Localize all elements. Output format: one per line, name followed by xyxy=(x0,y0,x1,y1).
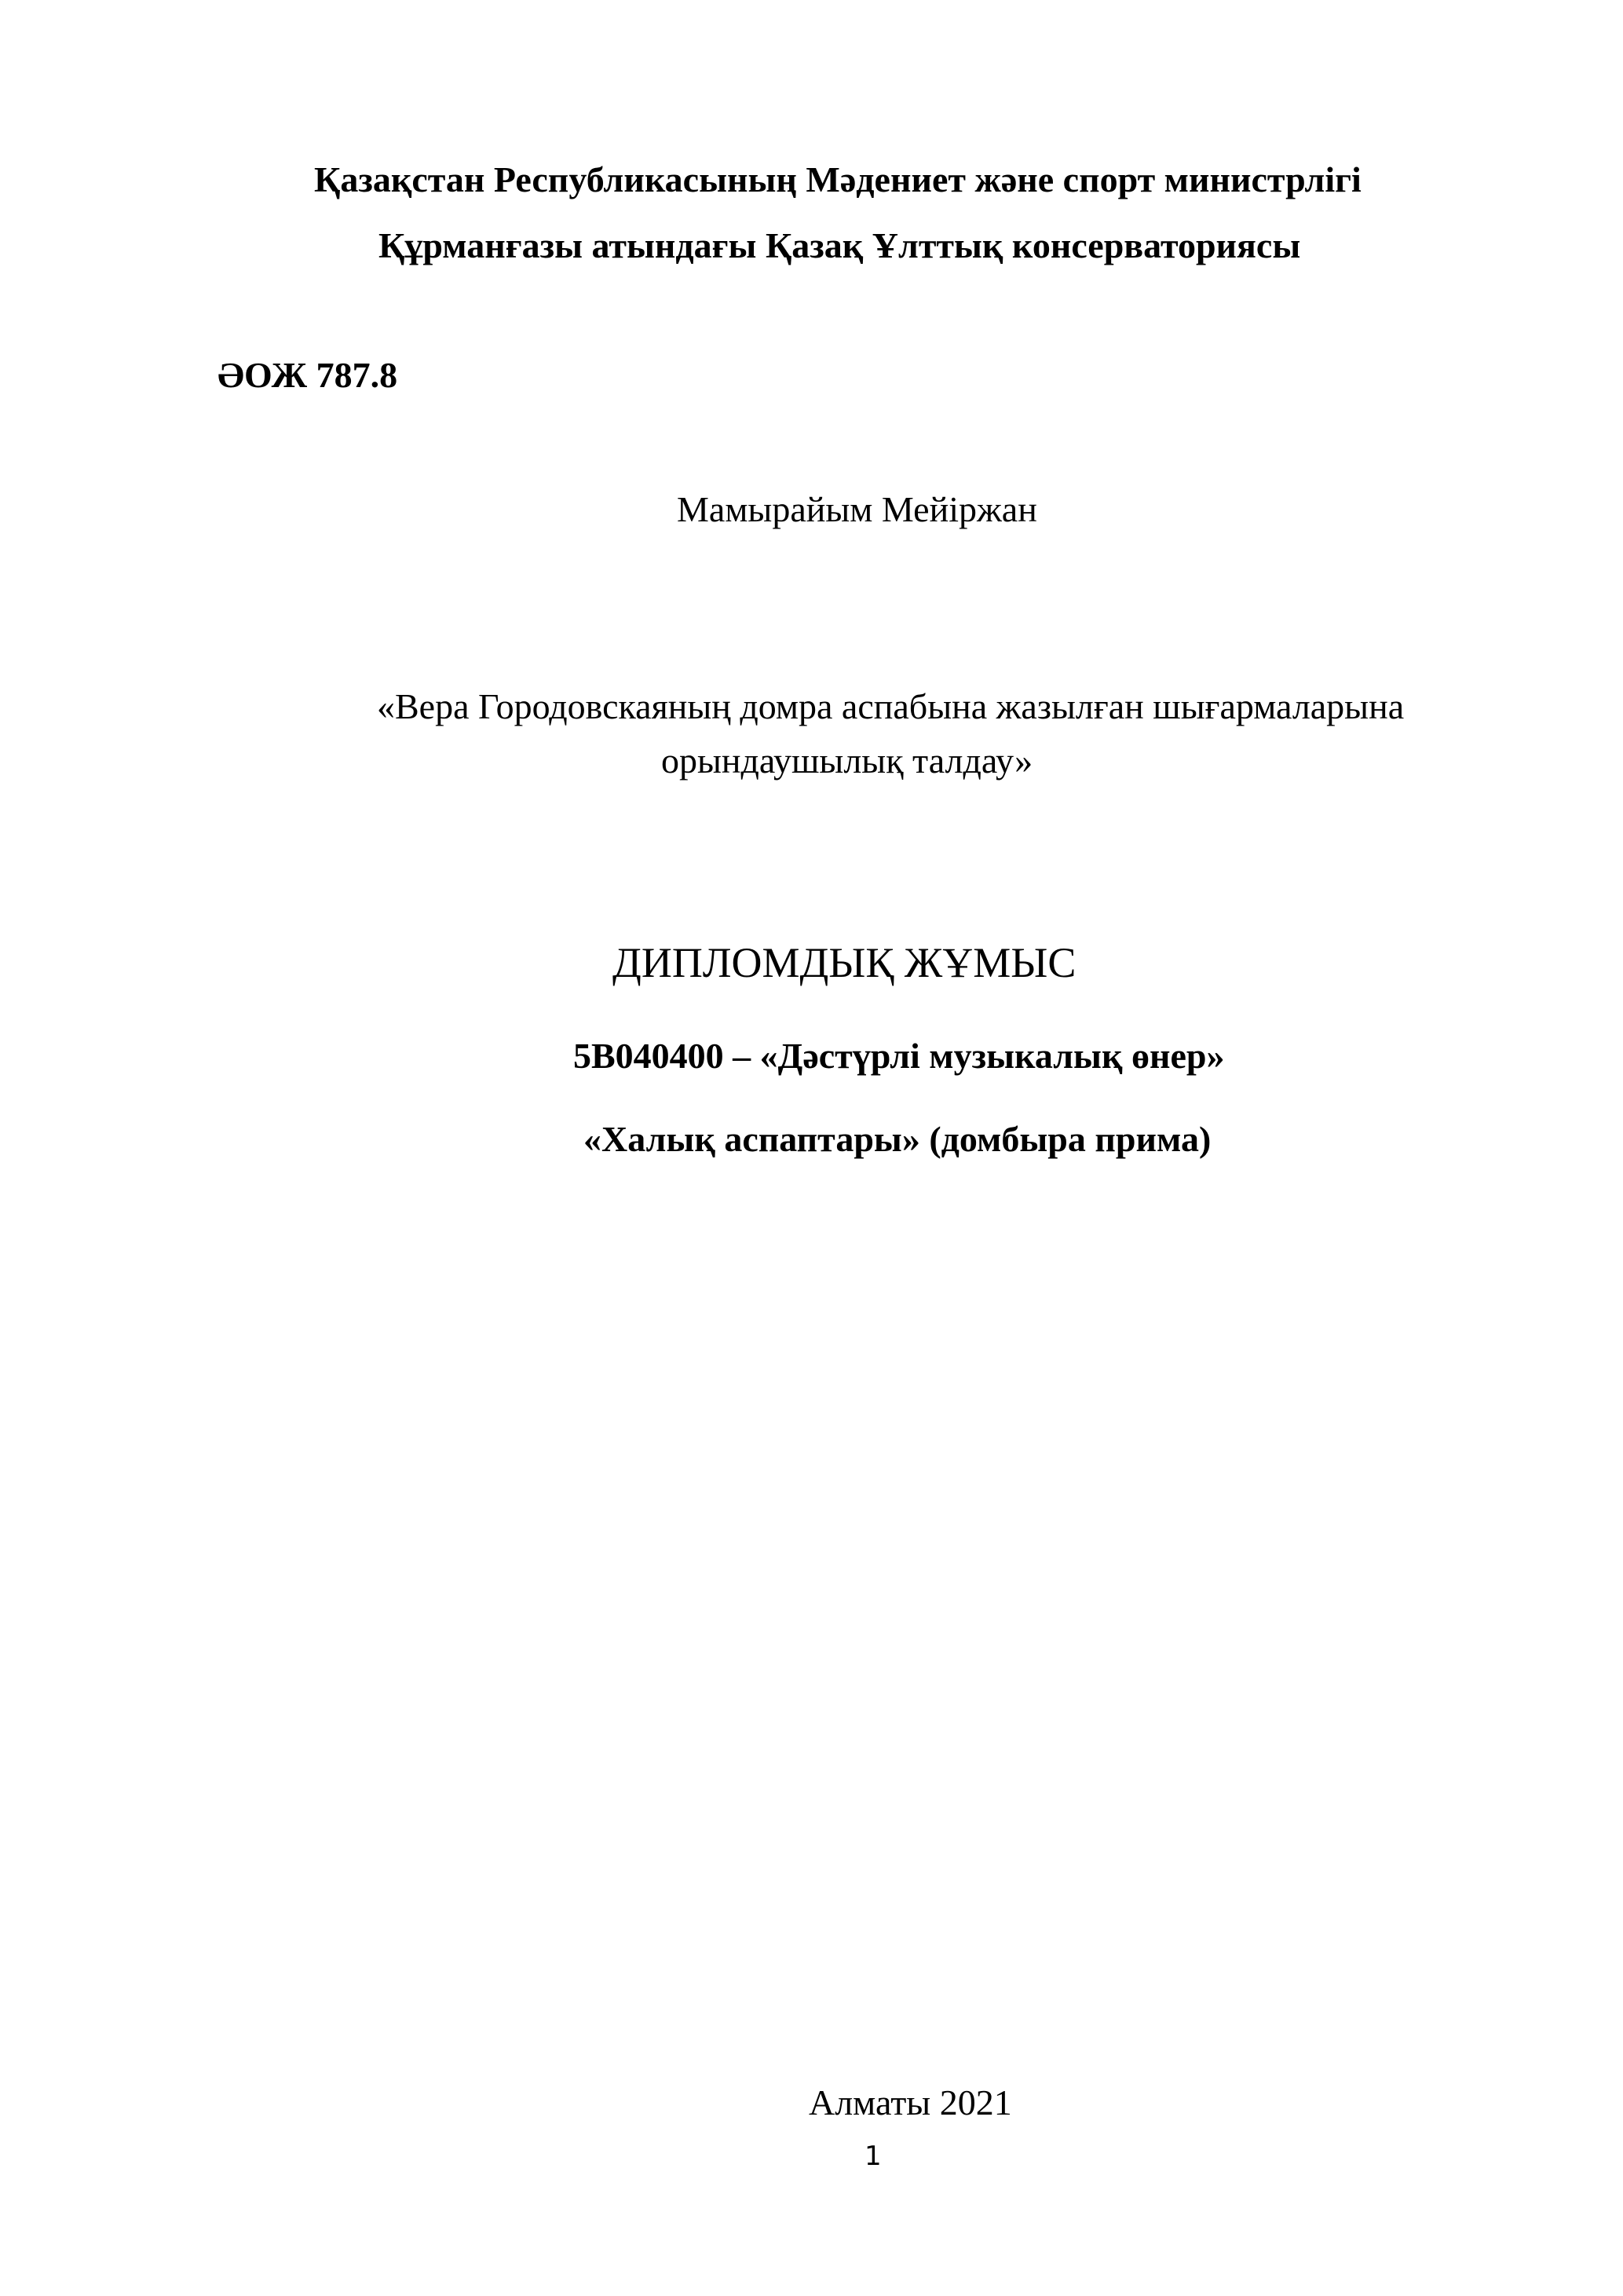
specialization: «Халық аспаптары» (домбыра прима) xyxy=(583,1119,1212,1159)
specialty-code: 5В040400 – «Дәстүрлі музыкалық өнер» xyxy=(573,1036,1225,1076)
conservatory-heading: Құрманғазы атындағы Қазақ Ұлттық консерваториясы xyxy=(378,225,1301,265)
author-name: Мамырайым Мейіржан xyxy=(677,489,1037,529)
udc-code: ӘОЖ 787.8 xyxy=(217,355,398,395)
city-year: Алматы 2021 xyxy=(809,2082,1012,2122)
ministry-heading: Қазақстан Республикасының Мәдениет және спорт министрлігі xyxy=(314,159,1362,199)
work-type-title: ДИПЛОМДЫҚ ЖҰМЫС xyxy=(612,939,1077,986)
topic-line-1: «Вера Городовскаяның домра аспабына жазылған шығармаларына xyxy=(377,686,1405,726)
page-number: 1 xyxy=(865,2141,882,2172)
topic-line-2: орындаушылық талдау» xyxy=(661,740,1033,781)
